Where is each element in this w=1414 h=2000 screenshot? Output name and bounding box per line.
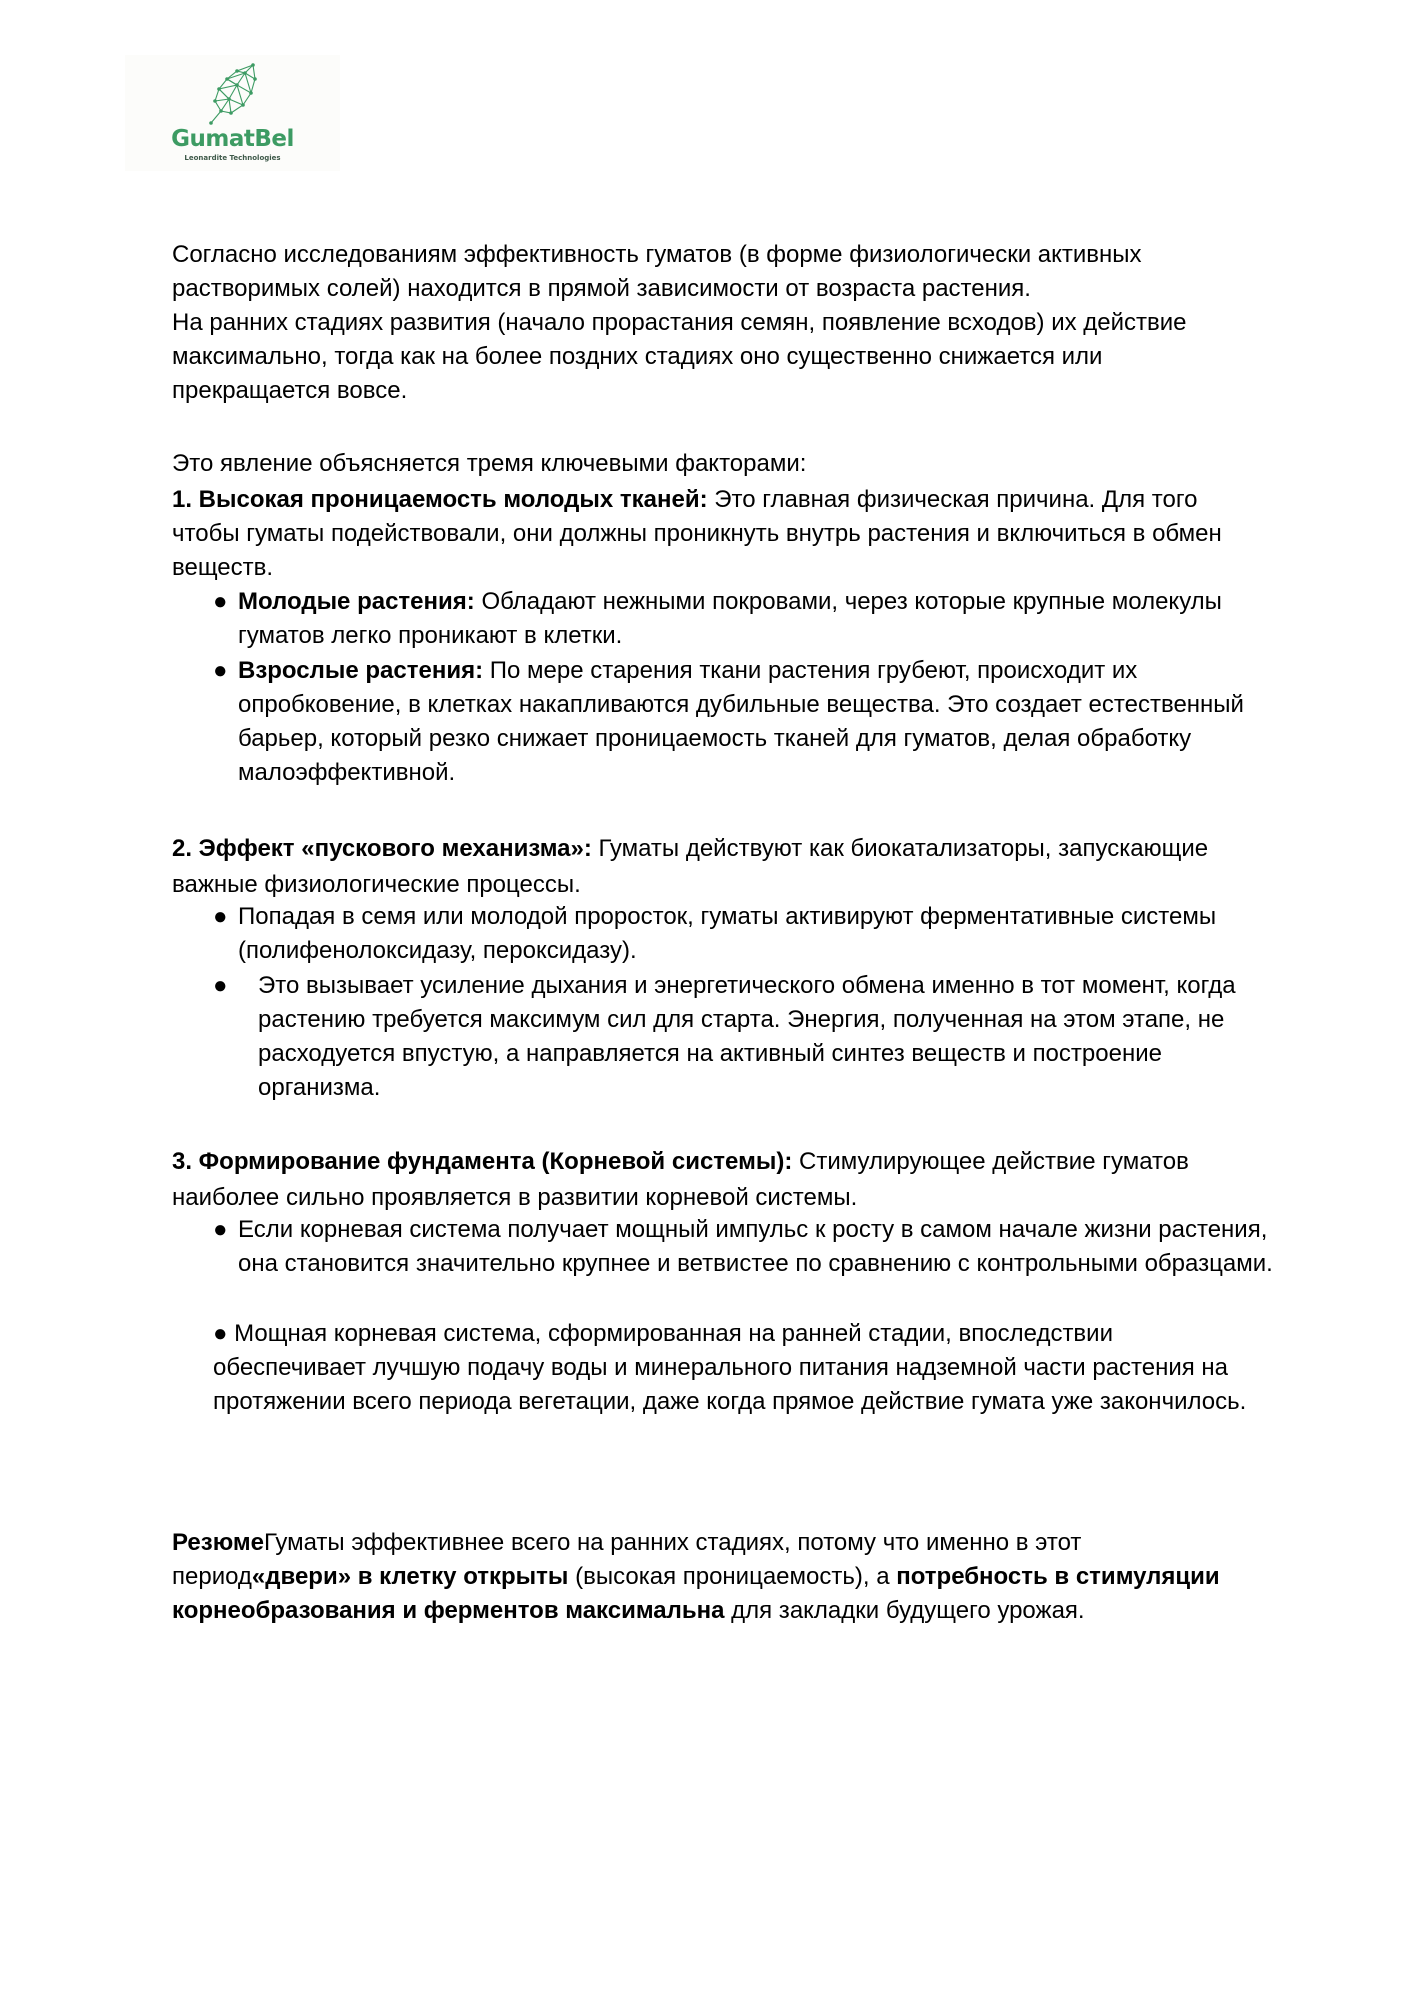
bullet-icon: ● (213, 588, 228, 615)
bullet-icon: ● (213, 903, 228, 930)
summary-bold: «двери» в клетку открыты (251, 1563, 569, 1590)
bullet-bold: Взрослые растения: (238, 657, 484, 684)
section-2 (172, 831, 1257, 903)
bullet-text: Это вызывает усиление дыхания и энергетического обмена именно в тот момент, когда растению требуется максимум сил для старта. Энергия, полученная на этом этапе, не расходуется впустую, а направляется на активный синтез веществ и построение организма. (258, 972, 1236, 1101)
list-item (213, 1213, 1273, 1281)
bullet-text: Если корневая система получает мощный импульс к росту в самом начале жизни растения, она становится значительно крупнее и ветвистее по сравнению с контрольными образцами. (238, 1216, 1273, 1277)
section-2-heading: 2. Эффект «пускового механизма»: (172, 835, 592, 862)
section-3-text: Стимулирующее действие гуматов наиболее сильно проявляется в развитии корневой системы. (172, 1148, 1189, 1211)
summary-paragraph (172, 1526, 1257, 1628)
summary-text: (высокая проницаемость), а (568, 1563, 897, 1590)
bullet-icon: ● (213, 657, 228, 684)
list-item (213, 1317, 1253, 1419)
list-item (213, 969, 1273, 1105)
company-logo (125, 55, 340, 171)
list-item (213, 654, 1273, 790)
summary-text: Гуматы эффективнее всего на ранних стадиях, потому что именно в этот период (172, 1529, 1082, 1590)
factors-intro-text: Это явление объясняется тремя ключевыми факторами: (172, 450, 807, 477)
leaf-network-icon (207, 61, 259, 127)
section-1 (172, 483, 1257, 585)
section-2-text: Гуматы действуют как биокатализаторы, запускающие важные физиологические процессы. (172, 835, 1209, 898)
summary-text: для закладки будущего урожая. (724, 1597, 1085, 1624)
bullet-icon: ● (213, 972, 228, 999)
section-1-paragraph (172, 483, 1257, 585)
bullet-icon: ● (213, 1216, 228, 1243)
logo-tagline: Leonardite Technologies (184, 154, 281, 162)
section-3-heading: 3. Формирование фундамента (Корневой системы): (172, 1148, 793, 1175)
list-item (213, 585, 1273, 653)
summary-bold: потребность в стимуляции корнеобразования и ферментов максимальна (172, 1563, 1220, 1624)
section-2-paragraph (172, 831, 1257, 903)
bullet-text: Попадая в семя или молодой проросток, гуматы активируют ферментативные системы (полифенолоксидазу, пероксидазу). (238, 903, 1217, 964)
intro-paragraph (172, 238, 1257, 408)
bullet-text: Обладают нежными покровами, через которые крупные молекулы гуматов легко проникают в клетки. (238, 588, 1222, 649)
logo-name: GumatBel (171, 126, 294, 152)
summary-label: Резюме (172, 1529, 264, 1556)
list-item (213, 900, 1273, 968)
factors-intro (172, 447, 1257, 481)
intro-line-2: На ранних стадиях развития (начало прорастания семян, появление всходов) их действие максимально, тогда как на более поздних стадиях оно существенно снижается или прекращается вовсе. (172, 309, 1187, 404)
section-1-text: Это главная физическая причина. Для того чтобы гуматы подействовали, они должны проникнуть внутрь растения и включиться в обмен веществ. (172, 486, 1222, 581)
intro-line-1: Согласно исследованиям эффективность гуматов (в форме физиологически активных растворимых солей) находится в прямой зависимости от возраста растения. (172, 241, 1142, 302)
bullet-icon: ● (213, 1320, 228, 1347)
section-3-paragraph (172, 1144, 1257, 1216)
bullet-bold: Молодые растения: (238, 588, 475, 615)
bullet-text: Мощная корневая система, сформированная на ранней стадии, впоследствии обеспечивает лучшую подачу воды и минерального питания надземной части растения на протяжении всего периода вегетации, даже когда прямое действие гумата уже закончилось. (213, 1320, 1247, 1415)
bullet-text: По мере старения ткани растения грубеют, происходит их опробковение, в клетках накапливаются дубильные вещества. Это создает естественный барьер, который резко снижает проницаемость тканей для гуматов, делая обработку малоэффективной. (238, 657, 1244, 786)
section-1-heading: 1. Высокая проницаемость молодых тканей: (172, 486, 708, 513)
section-3 (172, 1144, 1257, 1216)
